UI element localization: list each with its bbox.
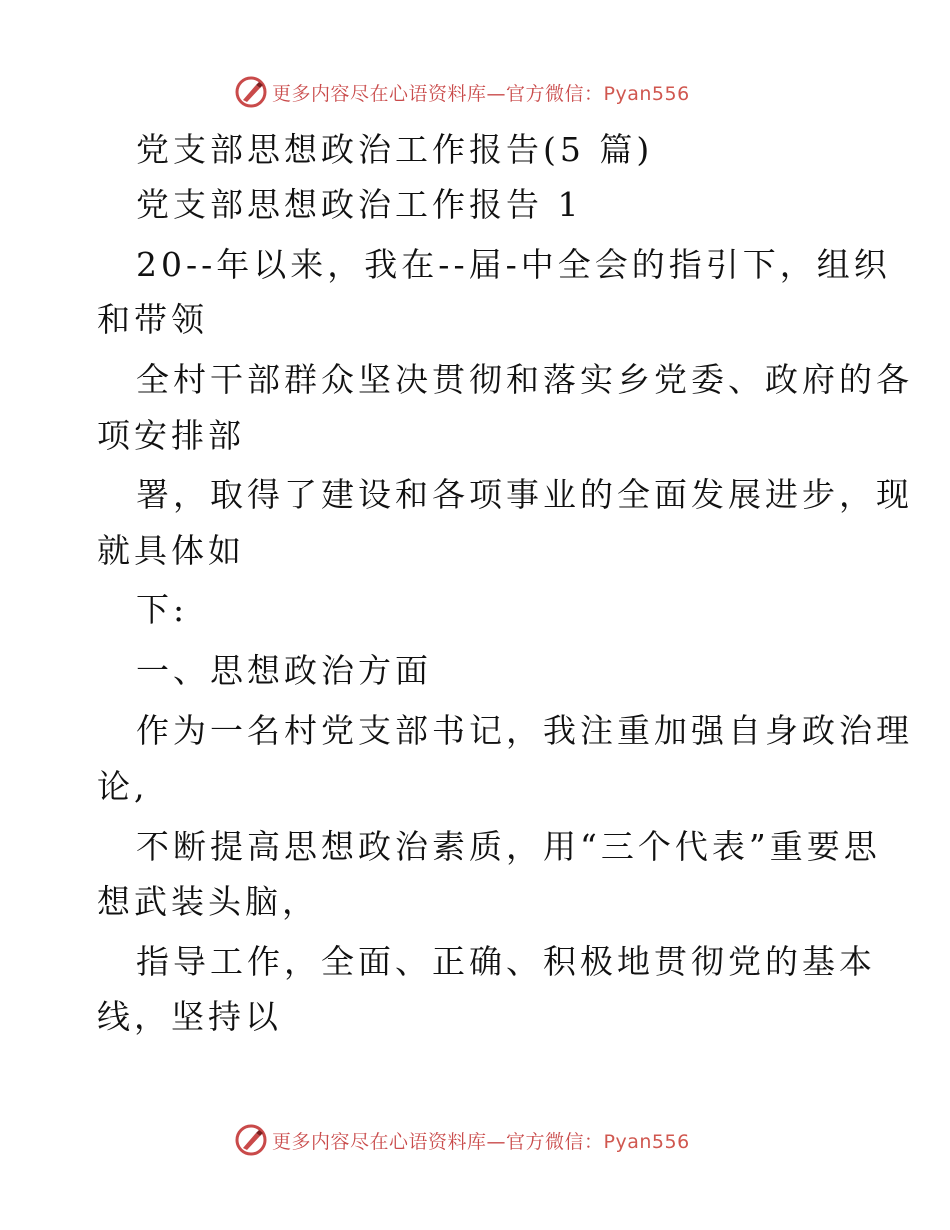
banner-main-text: 更多内容尽在心语资料库 xyxy=(272,82,487,105)
paragraph-line: 线，坚持以 xyxy=(97,997,282,1036)
paragraph-line: 想武装头脑， xyxy=(97,882,319,921)
paragraph-line: 20--年以来，我在--届-中全会的指引下，组织 xyxy=(136,245,891,284)
banner-text xyxy=(272,1127,690,1154)
section-heading: 党支部思想政治工作报告 1 xyxy=(136,185,583,224)
banner-separator: — xyxy=(486,1130,507,1153)
paragraph-line: 下: xyxy=(136,590,189,629)
subsection-heading: 一、思想政治方面 xyxy=(136,651,432,690)
paragraph-line: 就具体如 xyxy=(97,531,245,570)
paragraph-line: 署，取得了建设和各项事业的全面发展进步，现 xyxy=(136,475,913,514)
paragraph-line: 作为一名村党支部书记，我注重加强自身政治理 xyxy=(136,711,913,750)
pen-logo-icon xyxy=(234,75,268,109)
banner-wechat-id: Pyan556 xyxy=(603,1130,690,1153)
paragraph-line: 指导工作，全面、正确、积极地贯彻党的基本 xyxy=(136,942,876,981)
paragraph-line: 项安排部 xyxy=(97,416,245,455)
document-title: 党支部思想政治工作报告(5 篇) xyxy=(136,130,654,169)
paragraph-line: 全村干部群众坚决贯彻和落实乡党委、政府的各 xyxy=(136,360,913,399)
paragraph-line: 和带领 xyxy=(97,300,208,339)
banner-main-text: 更多内容尽在心语资料库 xyxy=(272,1130,487,1153)
banner-separator: — xyxy=(486,82,507,105)
pen-logo-icon xyxy=(234,1123,268,1157)
footer-watermark-banner xyxy=(0,1118,950,1162)
paragraph-line: 不断提高思想政治素质，用“三个代表”重要思 xyxy=(136,827,881,866)
banner-wechat-id: Pyan556 xyxy=(603,82,690,105)
banner-label: 官方微信： xyxy=(506,1130,604,1153)
paragraph-line: 论, xyxy=(97,767,149,806)
banner-text xyxy=(272,79,690,106)
banner-label: 官方微信： xyxy=(506,82,604,105)
header-watermark-banner xyxy=(0,70,950,114)
